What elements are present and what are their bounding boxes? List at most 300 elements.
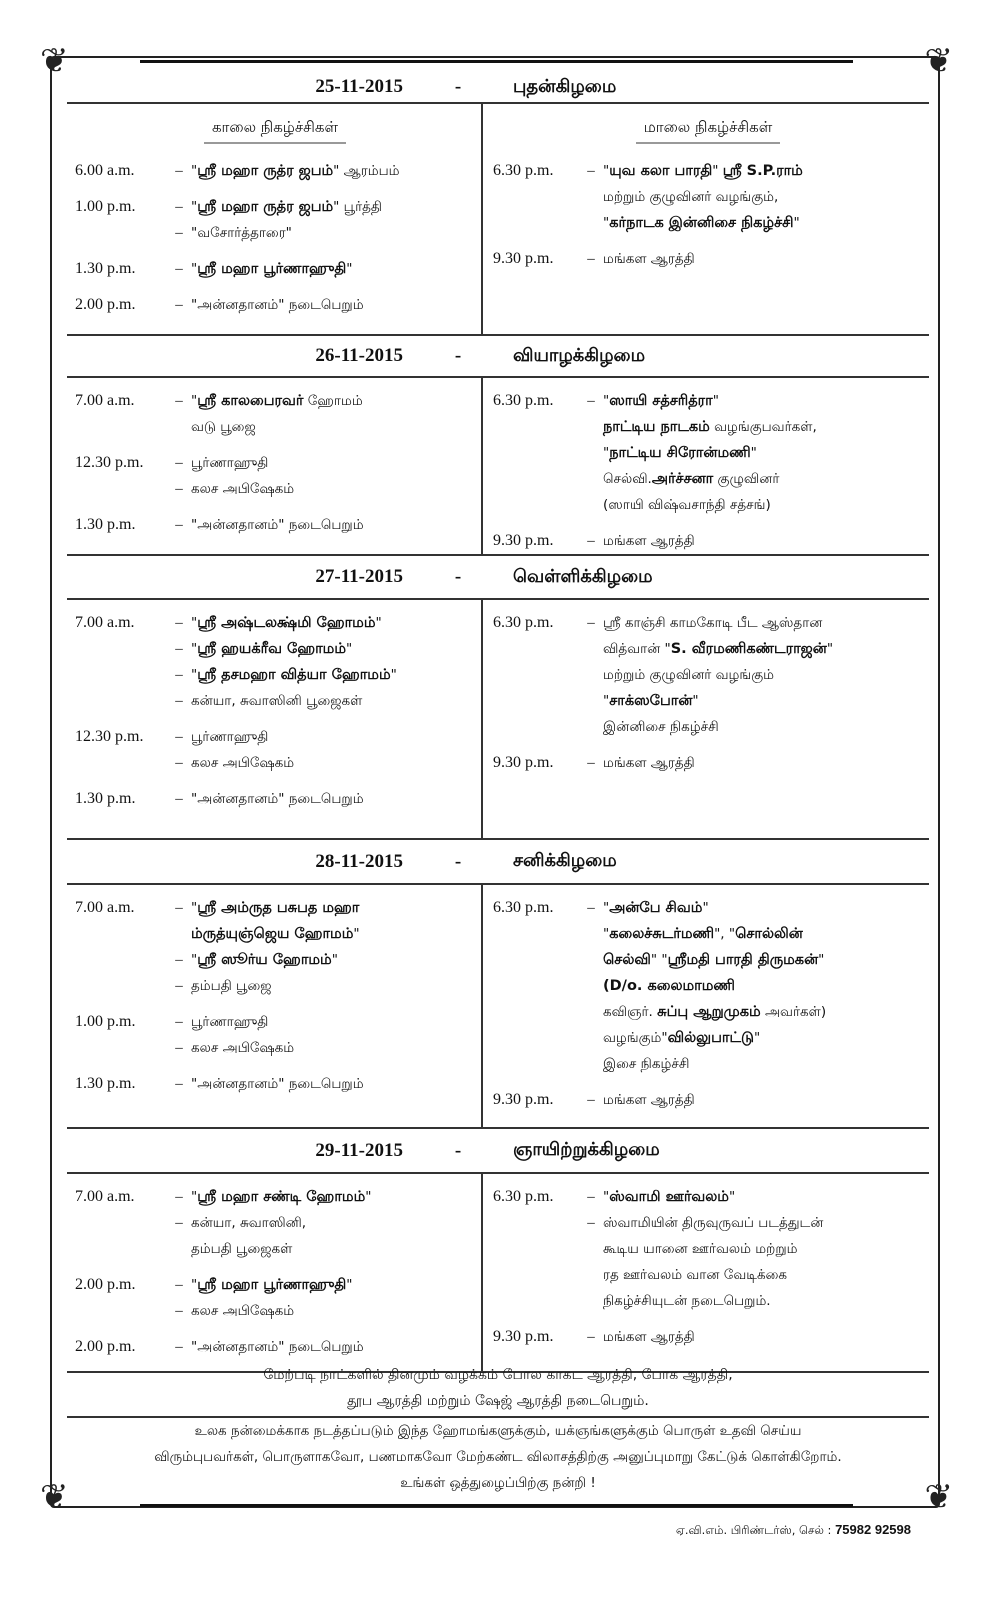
program-dash (579, 414, 603, 440)
program-time (493, 492, 579, 518)
program-time (75, 750, 167, 776)
program-line (493, 688, 923, 714)
program-detail: குழுவினர் (713, 471, 780, 487)
program-text (191, 220, 292, 246)
program-text (603, 246, 695, 272)
program-dash: – (175, 952, 183, 968)
program-text (191, 662, 397, 688)
program-text (191, 636, 352, 662)
day-date: 25-11-2015 (315, 76, 403, 97)
day-separator: - (454, 850, 462, 872)
program-time: 1.30 p.m. (75, 1075, 136, 1092)
program-text (603, 921, 803, 947)
program-title: ஸ்ரீ மஹா பூர்ணாஹுதி (197, 261, 347, 277)
day-separator: - (454, 566, 462, 587)
program-text (191, 688, 362, 714)
program-line (75, 512, 475, 538)
day-separator: - (454, 345, 462, 366)
program-dash (579, 492, 603, 518)
program-text (191, 1298, 294, 1324)
program-time: 2.00 p.m. (75, 296, 136, 313)
program-text (191, 450, 268, 476)
program-time: 7.00 a.m. (75, 392, 135, 409)
program-detail: " (603, 445, 610, 461)
program-detail: மற்றும் குழுவினர் வழங்கும், (603, 189, 779, 205)
program-dash: – (175, 225, 183, 241)
program-title: ஸ்ரீ அஷ்டலக்ஷ்மி ஹோமம் (197, 615, 376, 631)
program-dash (579, 210, 603, 236)
program-line (493, 636, 923, 662)
program-text (603, 492, 771, 518)
program-time (493, 1051, 579, 1077)
program-line (493, 184, 923, 210)
day-name: வியாழக்கிழமை (513, 344, 646, 366)
program-detail: (ஸாயி விஷ்வசாந்தி சத்சங்) (603, 497, 771, 513)
day-body (67, 104, 929, 334)
program-detail: மங்கள ஆரத்தி (603, 1092, 695, 1108)
program-dash: – (587, 533, 595, 549)
day-section (67, 556, 929, 840)
program-title: கலைச்சுடர்மணி (609, 926, 715, 942)
program-time (493, 636, 579, 662)
program-detail: " (793, 215, 800, 231)
program-dash (579, 947, 603, 973)
program-time (493, 414, 579, 440)
program-time: 1.30 p.m. (75, 516, 136, 533)
program-text (191, 414, 256, 440)
program-detail: " (191, 615, 198, 631)
program-time: 6.30 p.m. (493, 392, 554, 409)
program-text (191, 895, 359, 921)
program-text (603, 1288, 771, 1314)
day-date: 29-11-2015 (315, 1139, 403, 1161)
program-detail: " (702, 900, 709, 916)
program-detail: வடு பூஜை (191, 419, 256, 435)
program-line (75, 194, 475, 220)
program-detail: பூர்ணாஹுதி (191, 729, 269, 745)
program-title: ஸ்ரீ S.P.ராம் (722, 163, 803, 179)
program-text (191, 292, 364, 318)
program-time: 6.30 p.m. (493, 162, 554, 179)
program-text (191, 1334, 364, 1360)
day-header (67, 1129, 929, 1174)
program-text (603, 1025, 760, 1051)
program-detail: நிகழ்ச்சியுடன் நடைபெறும். (603, 1293, 771, 1309)
program-detail: " (712, 163, 723, 179)
program-detail: ஸ்ரீ காஞ்சி காமகோடி பீட ஆஸ்தான (603, 615, 823, 631)
program-dash: – (587, 251, 595, 267)
program-dash: – (175, 641, 183, 657)
program-line (493, 1324, 923, 1350)
program-detail: " (826, 641, 834, 657)
program-text (191, 947, 338, 973)
program-time (75, 1210, 167, 1236)
program-dash: – (587, 1189, 595, 1205)
program-text (191, 724, 268, 750)
program-line (75, 636, 475, 662)
program-text (603, 1210, 823, 1236)
program-detail: அவர்கள்) (760, 1004, 827, 1020)
program-title: (D/o. கலைமாமணி (603, 978, 735, 994)
program-dash: – (175, 755, 183, 771)
program-text (191, 1236, 292, 1262)
program-text (603, 973, 735, 999)
morning-header-label: காலை நிகழ்ச்சிகள் (204, 118, 346, 144)
program-detail: தம்பதி பூஜைகள் (191, 1241, 293, 1257)
program-detail: "வசோர்த்தாரை" (191, 225, 292, 241)
program-dash (167, 1236, 191, 1262)
day-header (67, 72, 929, 104)
program-dash (579, 999, 603, 1025)
program-title: ஸ்வாமி ஊர்வலம் (609, 1189, 729, 1205)
evening-header-label: மாலை நிகழ்ச்சிகள் (636, 118, 781, 144)
program-text (603, 440, 757, 466)
program-title: ஸ்ரீ ஹயக்ரீவ ஹோமம் (197, 641, 346, 657)
donation-appeal (67, 1418, 929, 1496)
program-text (603, 662, 774, 688)
program-time (493, 1025, 579, 1051)
program-text (191, 750, 294, 776)
program-dash: – (175, 667, 183, 683)
program-dash: – (587, 755, 595, 771)
program-time (75, 662, 167, 688)
program-detail: மங்கள ஆரத்தி (603, 533, 695, 549)
corner-scroll-icon: ❦ (40, 41, 69, 81)
program-detail: " (603, 900, 610, 916)
program-line (493, 210, 923, 236)
program-text (191, 1272, 352, 1298)
program-dash (579, 1051, 603, 1077)
program-line (493, 610, 923, 636)
program-detail: மங்கள ஆரத்தி (603, 251, 695, 267)
program-detail: " (375, 615, 382, 631)
program-dash (579, 1262, 603, 1288)
program-title: ஸ்ரீ அம்ருத பசுபத மஹா (197, 900, 360, 916)
day-name: ஞாயிற்றுக்கிழமை (513, 1139, 660, 1160)
program-detail: "அன்னதானம்" நடைபெறும் (191, 517, 364, 533)
program-text (191, 512, 364, 538)
program-detail: " (346, 261, 353, 277)
day-name: வெள்ளிக்கிழமை (513, 565, 653, 587)
program-detail: " பூர்த்தி (333, 199, 382, 215)
program-detail: " (331, 952, 338, 968)
program-detail: கூடிய யானை ஊர்வலம் மற்றும் (603, 1241, 798, 1257)
program-text (191, 973, 272, 999)
program-dash: – (175, 455, 183, 471)
program-line (493, 973, 923, 999)
program-dash: – (587, 163, 595, 179)
program-text (603, 210, 800, 236)
program-dash: – (175, 481, 183, 497)
program-time (75, 1236, 167, 1262)
morning-column-header (75, 118, 475, 144)
program-text (603, 1236, 797, 1262)
program-detail: " (191, 393, 198, 409)
program-time: 7.00 a.m. (75, 614, 135, 631)
program-dash: – (175, 163, 183, 179)
program-line (493, 492, 923, 518)
program-line (493, 246, 923, 272)
program-line (493, 750, 923, 776)
program-detail: வழங்குபவர்கள், (709, 419, 817, 435)
program-detail: பூர்ணாஹுதி (191, 1014, 269, 1030)
day-date: 28-11-2015 (315, 850, 403, 872)
program-dash: – (175, 1014, 183, 1030)
morning-programs (67, 600, 483, 838)
program-detail: " (191, 199, 198, 215)
program-text (191, 256, 352, 282)
printer-credit (676, 1522, 911, 1539)
program-line (493, 947, 923, 973)
program-time: 6.00 a.m. (75, 162, 135, 179)
program-text (191, 921, 360, 947)
program-line (75, 1272, 475, 1298)
program-dash (579, 662, 603, 688)
day-header (67, 336, 929, 378)
program-time (493, 1288, 579, 1314)
program-line (75, 414, 475, 440)
program-time (75, 414, 167, 440)
program-line (493, 1210, 923, 1236)
program-detail: கலச அபிஷேகம் (191, 481, 295, 497)
program-detail: கவிஞர். (603, 1004, 658, 1020)
day-date: 26-11-2015 (315, 345, 403, 366)
program-time (75, 636, 167, 662)
program-dash (579, 440, 603, 466)
program-title: ஸாயி சத்சரித்ரா (609, 393, 713, 409)
program-time (493, 1236, 579, 1262)
program-dash: – (587, 615, 595, 631)
program-line (75, 1210, 475, 1236)
program-line (75, 388, 475, 414)
program-detail: கலச அபிஷேகம் (191, 1303, 295, 1319)
program-line (75, 158, 475, 184)
program-text (603, 466, 779, 492)
program-detail: " (753, 1030, 761, 1046)
program-time (493, 662, 579, 688)
program-dash: – (175, 1339, 183, 1355)
program-text (191, 388, 363, 414)
program-line (75, 1298, 475, 1324)
program-line (75, 947, 475, 973)
program-line (75, 895, 475, 921)
program-detail: " (191, 900, 198, 916)
program-time (75, 476, 167, 502)
program-line (493, 921, 923, 947)
program-title: ம்ருத்யுஞ்ஜெய ஹோமம் (191, 926, 354, 942)
program-text (603, 414, 817, 440)
program-time (493, 1210, 579, 1236)
program-dash (579, 636, 603, 662)
program-detail: ரத ஊர்வலம் வான வேடிக்கை (603, 1267, 788, 1283)
evening-programs (483, 1174, 929, 1371)
program-dash: – (175, 1040, 183, 1056)
day-date: 27-11-2015 (315, 566, 403, 587)
program-dash: – (175, 900, 183, 916)
program-title: சுப்பு ஆறுமுகம் (657, 1004, 761, 1020)
note-line: மேற்படி நாட்களில் தினமும் வழக்கம் போல காகட ஆரத்தி, போக ஆரத்தி, (263, 1367, 733, 1383)
program-detail: மங்கள ஆரத்தி (603, 1329, 695, 1345)
program-detail: " (818, 952, 825, 968)
program-title: ஸ்ரீ மஹா ருத்ர ஜபம் (197, 199, 334, 215)
day-separator: - (454, 1139, 462, 1161)
program-time (75, 688, 167, 714)
program-text (191, 1009, 268, 1035)
evening-column-header (493, 118, 923, 144)
day-header (67, 840, 929, 885)
day-body (67, 1174, 929, 1371)
program-detail: " (346, 1277, 353, 1293)
program-line (75, 786, 475, 812)
program-text (603, 610, 822, 636)
corner-scroll-icon: ❦ (924, 1477, 953, 1517)
day-section (67, 840, 929, 1129)
program-line (75, 476, 475, 502)
program-time (493, 466, 579, 492)
program-time (75, 1035, 167, 1061)
program-title: ஸ்ரீமதி பாரதி திருமகன் (667, 952, 819, 968)
program-detail: " (346, 641, 353, 657)
program-time (493, 973, 579, 999)
evening-programs (483, 104, 929, 334)
day-separator: - (454, 76, 462, 97)
program-title: சாக்ஸபோன் (609, 693, 693, 709)
program-time (493, 440, 579, 466)
program-detail: மங்கள ஆரத்தி (603, 755, 695, 771)
program-dash (579, 466, 603, 492)
program-line (75, 1236, 475, 1262)
appeal-line: உலக நன்மைக்காக நடத்தப்படும் இந்த ஹோமங்களுக்கும், யக்ஞங்களுக்கும் பொருள் உதவி செய்ய (194, 1423, 802, 1439)
program-time (493, 714, 579, 740)
program-text (603, 1184, 735, 1210)
program-line (75, 750, 475, 776)
program-detail: " (603, 393, 610, 409)
program-detail: ", " (714, 926, 736, 942)
program-text (191, 786, 364, 812)
program-dash (579, 184, 603, 210)
program-text (603, 184, 778, 210)
program-dash: – (175, 978, 183, 994)
program-line (75, 610, 475, 636)
program-title: ஸ்ரீ ஸூர்ய ஹோமம் (197, 952, 332, 968)
program-dash: – (175, 517, 183, 533)
daily-aarti-note (67, 1362, 929, 1418)
corner-scroll-icon: ❦ (40, 1477, 69, 1517)
program-detail: " (191, 667, 198, 683)
program-time (75, 973, 167, 999)
program-text (603, 388, 719, 414)
program-text (603, 947, 824, 973)
day-header (67, 556, 929, 600)
program-time: 7.00 a.m. (75, 1188, 135, 1205)
program-line (75, 921, 475, 947)
program-dash: – (587, 900, 595, 916)
program-dash (579, 921, 603, 947)
program-time: 1.30 p.m. (75, 260, 136, 277)
program-detail: " (603, 1189, 610, 1205)
program-dash (579, 1288, 603, 1314)
program-text (603, 636, 833, 662)
program-detail: " ஆரம்பம் (333, 163, 400, 179)
program-time: 7.00 a.m. (75, 899, 135, 916)
morning-programs (67, 378, 483, 554)
program-time: 6.30 p.m. (493, 1188, 554, 1205)
program-text (191, 1210, 306, 1236)
day-section (67, 1129, 929, 1373)
program-time (493, 921, 579, 947)
program-dash: – (175, 393, 183, 409)
program-line (493, 1236, 923, 1262)
program-line (493, 528, 923, 554)
program-time: 12.30 p.m. (75, 454, 144, 471)
program-line (75, 662, 475, 688)
program-time: 9.30 p.m. (493, 754, 554, 771)
program-detail: " (603, 215, 610, 231)
program-detail: " (603, 926, 610, 942)
program-dash: – (587, 393, 595, 409)
program-dash (579, 973, 603, 999)
program-dash (579, 714, 603, 740)
program-dash: – (587, 1329, 595, 1345)
program-line (493, 158, 923, 184)
program-line (493, 1087, 923, 1113)
program-time (75, 1298, 167, 1324)
program-detail: " " (650, 952, 668, 968)
program-line (493, 999, 923, 1025)
program-dash: – (175, 1076, 183, 1092)
program-text (191, 1184, 371, 1210)
program-dash (579, 1025, 603, 1051)
program-text (191, 1035, 294, 1061)
program-line (493, 1025, 923, 1051)
program-detail: கன்யா, சுவாஸினி, (191, 1215, 307, 1231)
program-dash: – (175, 199, 183, 215)
program-detail: இன்னிசை நிகழ்ச்சி (603, 719, 719, 735)
program-detail: பூர்ணாஹுதி (191, 455, 269, 471)
morning-programs (67, 885, 483, 1127)
day-name: புதன்கிழமை (513, 75, 617, 97)
program-line (75, 688, 475, 714)
program-time: 9.30 p.m. (493, 1328, 554, 1345)
program-text (191, 476, 294, 502)
program-detail: " (191, 1189, 198, 1205)
appeal-line: விரும்புபவர்கள், பொருளாகவோ, பணமாகவோ மேற்கண்ட விலாசத்திற்கு அனுப்புமாறு கேட்டுக் கொள்கிறோம். (154, 1449, 842, 1465)
program-dash: – (175, 791, 183, 807)
morning-programs (67, 104, 483, 334)
program-detail: " (603, 693, 610, 709)
program-title: செல்வி (603, 952, 651, 968)
program-detail: தம்பதி பூஜை (191, 978, 272, 994)
program-line (75, 1009, 475, 1035)
program-detail: " (191, 261, 198, 277)
program-line (75, 724, 475, 750)
program-line (493, 1262, 923, 1288)
program-title: ஸ்ரீ மஹா பூர்ணாஹுதி (197, 1277, 347, 1293)
program-title: வில்லுபாட்டு (667, 1030, 754, 1046)
program-dash: – (175, 1215, 183, 1231)
program-text (603, 1087, 695, 1113)
program-dash: – (175, 615, 183, 631)
printer-phone: 75982 92598 (835, 1522, 911, 1537)
program-title: நாட்டிய சிரோன்மணி (609, 445, 751, 461)
program-title: ஸ்ரீ காலபைரவர் (197, 393, 304, 409)
program-text (191, 610, 382, 636)
program-dash: – (175, 729, 183, 745)
program-line (493, 466, 923, 492)
program-time: 2.00 p.m. (75, 1276, 136, 1293)
program-detail: வழங்கும்" (603, 1030, 668, 1046)
day-body (67, 378, 929, 554)
